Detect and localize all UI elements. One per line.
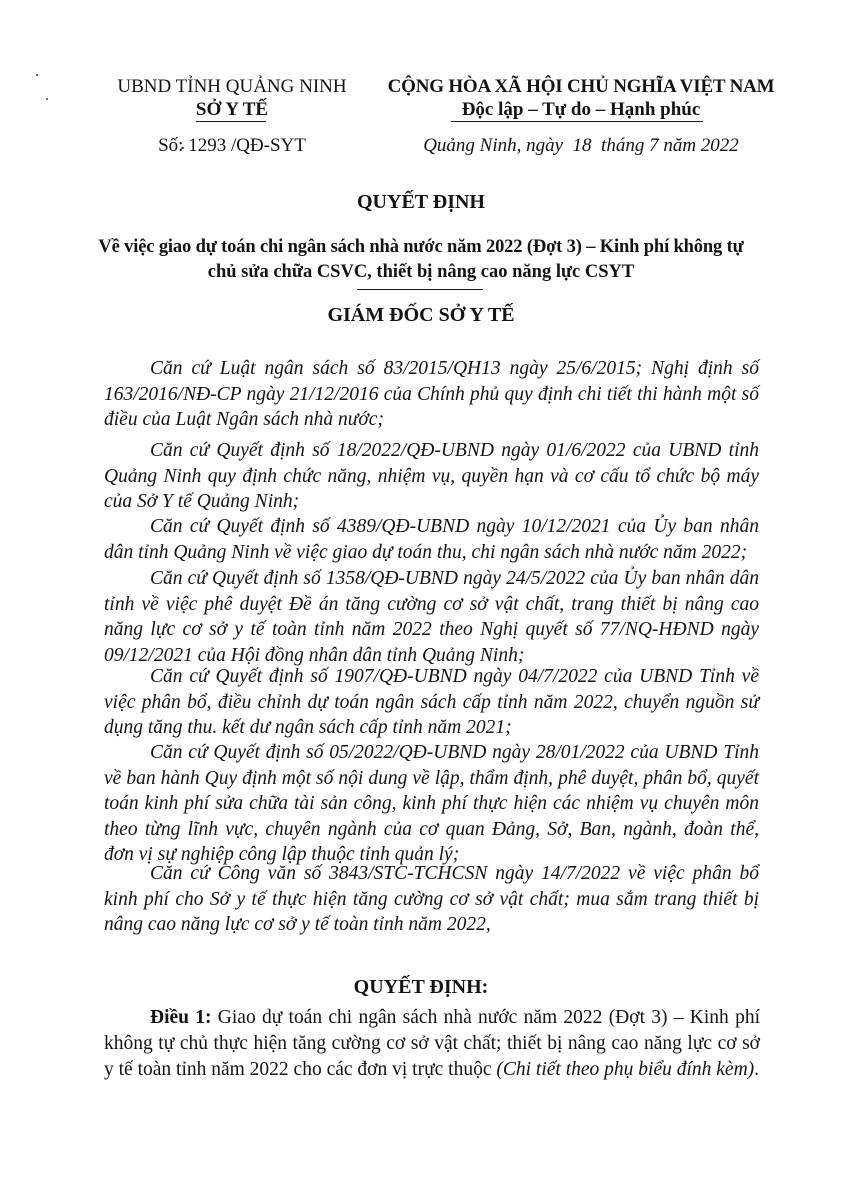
legal-basis-7: Căn cứ Công văn số 3843/STC-TCHCSN ngày 14/7/2022 về việc phân bổ kinh phí cho Sở y tế thực hiện tăng cường cơ sở vật chất; mua sắm trang thiết bị nâng cao năng lực cơ sở y tế toàn tỉnh năm 2022, (104, 863, 759, 935)
legal-basis-1: Căn cứ Luật ngân sách số 83/2015/QH13 ngày 25/6/2015; Nghị định số 163/2016/NĐ-CP ngày 21/12/2016 của Chính phủ quy định chi tiết thi hành một số điều của Luật Ngân sách nhà nước; (104, 358, 759, 430)
article-1-label: Điều 1: (150, 1007, 212, 1028)
motto-underline (451, 121, 703, 122)
scan-speck (46, 98, 48, 100)
subject-line-1: Về việc giao dự toán chi ngân sách nhà nước năm 2022 (Đợt 3) – Kinh phí không tự (98, 237, 744, 257)
department-underline (196, 121, 266, 122)
national-motto: Độc lập – Tự do – Hạnh phúc (461, 99, 701, 120)
article-1 (104, 1005, 760, 1083)
document-number: Số: 1293 /QĐ-SYT (158, 135, 306, 156)
subject-underline (357, 289, 483, 290)
subject-line-2: chủ sửa chữa CSVC, thiết bị nâng cao năng lực CSYT (207, 262, 635, 282)
legal-basis-3: Căn cứ Quyết định số 4389/QĐ-UBND ngày 10/12/2021 của Ủy ban nhân dân tỉnh Quảng Ninh về việc giao dự toán thu, chi ngân sách nhà nước năm 2022; (104, 516, 759, 563)
article-1-text: Giao dự toán chi ngân sách nhà nước năm 2022 (Đợt 3) – Kinh phí không tự chủ thực hiện tăng cường cơ sở vật chất; thiết bị nâng cao năng lực cơ sở y tế toàn tỉnh năm 2022 cho các đơn vị trực thuộc (104, 1007, 760, 1080)
issuing-department: SỞ Y TẾ (195, 99, 269, 120)
scan-speck (36, 74, 38, 76)
issuer-title: GIÁM ĐỐC SỞ Y TẾ (327, 304, 515, 326)
document-type-title: QUYẾT ĐỊNH (357, 191, 485, 213)
article-1-end: . (754, 1059, 760, 1080)
legal-basis-6: Căn cứ Quyết định số 05/2022/QĐ-UBND ngày 28/01/2022 của UBND Tỉnh về ban hành Quy định một số nội dung về lập, thẩm định, phê duyệt, phân bổ, quyết toán kinh phí sửa chữa tài sản công, kinh phí thực hiện các nhiệm vụ chuyên môn theo từng lĩnh vực, chuyên ngành của cơ quan Đảng, Sở, Ban, ngành, đoàn thể, đơn vị sự nghiệp công lập thuộc tỉnh quản lý; (104, 742, 759, 865)
legal-basis-2: Căn cứ Quyết định số 18/2022/QĐ-UBND ngày 01/6/2022 của UBND tỉnh Quảng Ninh quy định chức năng, nhiệm vụ, quyền hạn và cơ cấu tổ chức bộ máy của Sở Y tế Quảng Ninh; (104, 440, 759, 512)
place-and-date: Quảng Ninh, ngày 18 tháng 7 năm 2022 (423, 135, 739, 156)
issuing-authority: UBND TỈNH QUẢNG NINH (117, 76, 347, 97)
article-1-note: (Chi tiết theo phụ biểu đính kèm) (496, 1059, 755, 1080)
decision-heading: QUYẾT ĐỊNH: (353, 976, 489, 998)
legal-basis-4: Căn cứ Quyết định số 1358/QĐ-UBND ngày 24/5/2022 của Ủy ban nhân dân tỉnh về việc phê duyệt Đề án tăng cường cơ sở vật chất, trang thiết bị nâng cao năng lực cơ sở y tế toàn tỉnh năm 2022 theo Nghị quyết số 77/NQ-HĐND ngày 09/12/2021 của Hội đồng nhân dân tỉnh Quảng Ninh; (104, 568, 759, 666)
legal-basis-5: Căn cứ Quyết định số 1907/QĐ-UBND ngày 04/7/2022 của UBND Tỉnh về việc phân bổ, điều chỉnh dự toán ngân sách cấp tỉnh năm 2022, chuyển nguồn sử dụng tăng thu. kết dư ngân sách cấp tỉnh năm 2021; (104, 666, 759, 738)
national-title: CỘNG HÒA XÃ HỘI CHỦ NGHĨA VIỆT NAM (387, 76, 775, 97)
